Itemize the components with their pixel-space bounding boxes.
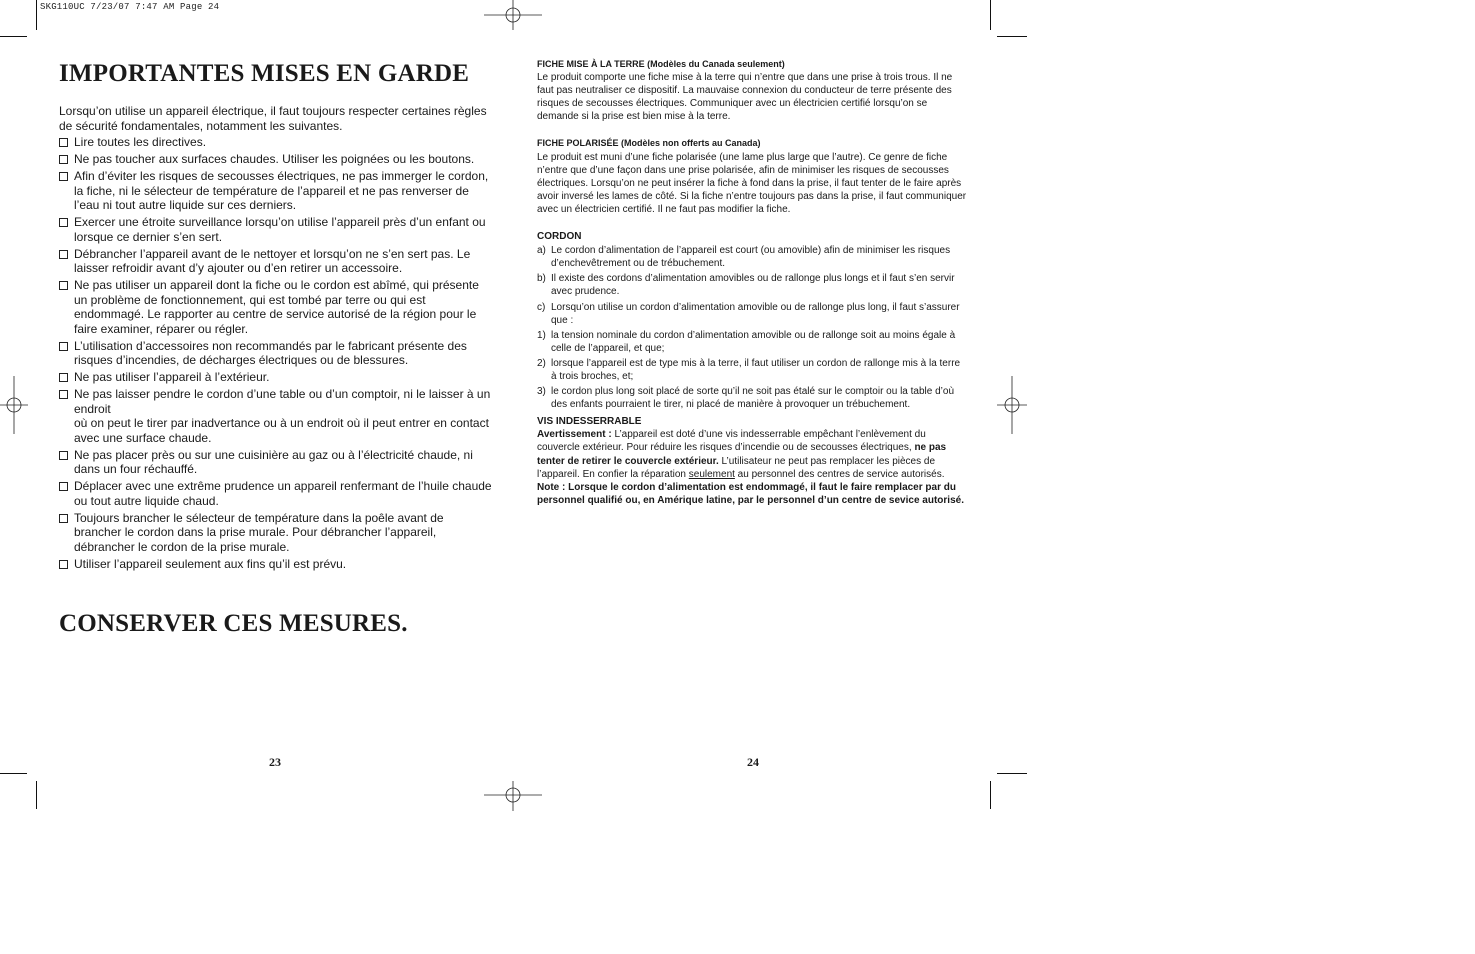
list-item: Ne pas laisser pendre le cordon d’une table ou d’un comptoir, ni le laisser à un endroit où on peut le tirer par inadvertance ou à un endroit où il peut entrer en contact avec une surface chaude. [59,387,494,445]
page-number-left: 23 [269,755,281,769]
checkbox-icon [59,138,68,147]
page-title: IMPORTANTES MISES EN GARDE [59,60,470,87]
crop-mark [0,773,27,774]
tamper-screw-section [537,415,967,480]
intro-text: Lorsqu’on utilise un appareil électrique, il faut toujours respecter certaines règles de sécurité fondamentales, notamment les suivantes. [59,104,487,133]
polarized-plug-section [537,137,967,216]
list-item: Déplacer avec une extrême prudence un appareil renfermant de l’huile chaude ou tout autre liquide chaud. [59,479,494,508]
checkbox-icon [59,281,68,290]
registration-mark-icon [484,0,542,30]
cord-section [537,230,967,411]
checkbox-icon [59,451,68,460]
list-item: c) Lorsqu’on utilise un cordon d’alimentation amovible ou de rallonge plus long, il faut s’assurer que : [537,301,960,326]
list-item: Afin d’éviter les risques de secousses électriques, ne pas immerger le cordon, la fiche, ni le sélecteur de température de l’appareil et ne pas renverser de l’eau ni tout autre liquide sur ces derniers. [59,169,494,213]
cord-list [537,244,967,411]
crop-mark [36,781,37,809]
list-item: Ne pas toucher aux surfaces chaudes. Utiliser les poignées ou les boutons. [59,152,494,167]
section-text: Avertissement : L’appareil est doté d’une vis indesserrable empêchant l’enlèvement du couvercle extérieur. Pour réduire les risques d’incendie ou de secousses électriques, ne pas tenter de retirer le couvercle extérieur. L’utilisateur ne peut pas remplacer les pièces de l’appareil. En confier la réparation seulement au personnel des centres de service autorisés. [537,429,947,480]
checkbox-icon [59,373,68,382]
checkbox-icon [59,155,68,164]
registration-mark-icon [997,376,1027,434]
list-item: Ne pas placer près ou sur une cuisinière au gaz ou à l’électricité chaude, ni dans un four réchauffé. [59,448,494,477]
checkbox-icon [59,560,68,569]
list-item: Utiliser l’appareil seulement aux fins qu’il est prévu. [59,557,494,572]
list-item: a) Le cordon d’alimentation de l’appareil est court (ou amovible) afin de minimiser les risques d’enchevêtrement ou de trébuchement. [537,245,951,270]
list-item: 1) la tension nominale du cordon d’alimentation amovible ou de rallonge soit au moins égale à celle de l’appareil, et que; [537,329,956,354]
crop-mark [0,36,27,37]
section-heading: FICHE MISE À LA TERRE (Modèles du Canada seulement) [537,59,785,69]
crop-mark [990,781,991,809]
checkbox-icon [59,514,68,523]
checkbox-icon [59,390,68,399]
registration-mark-icon [0,376,28,434]
page-number-right: 24 [747,755,759,769]
registration-mark-icon [484,781,542,811]
section-text: Le produit est muni d’une fiche polarisée (une lame plus large que l’autre). Ce genre de fiche n’entre que d’une façon dans une prise polarisée, afin de minimiser les risques de secousses électriques. Lorsqu’on ne peut insérer la fiche à fond dans la prise, il faut tenter de le faire après avoir inversé les lames de côté. Si la fiche n’entre toujours pas dans la prise, il faut communiquer avec un électricien certifié. Il ne faut pas modifier la fiche. [537,151,967,215]
crop-mark [997,36,1027,37]
list-item-continuation: où on peut le tirer par inadvertance ou à un endroit où il peut entrer en contact avec une surface chaude. [74,416,489,445]
section-heading: FICHE POLARISÉE (Modèles non offerts au Canada) [537,138,761,149]
checkbox-icon [59,342,68,351]
checkbox-icon [59,218,68,227]
right-page [537,58,967,507]
list-item: Exercer une étroite surveillance lorsqu’on utilise l’appareil près d’un enfant ou lorsque ce dernier s’en sert. [59,215,494,244]
left-page [59,60,494,574]
list-item: 2) lorsque l’appareil est de type mis à la terre, il faut utiliser un cordon de rallonge mis à la terre à trois broches, et; [537,357,961,382]
grounded-plug-section [537,58,967,123]
list-item: Ne pas utiliser l’appareil à l’extérieur. [59,370,494,385]
safety-list [59,135,494,571]
cord-damage-note: Note : Lorsque le cordon d’alimentation est endommagé, il faut le faire remplacer par du personnel qualifié ou, en Amérique latine, par le personnel d’un centre de sevice autorisé. [537,481,964,506]
checkbox-icon [59,250,68,259]
checkbox-icon [59,172,68,181]
crop-mark [997,773,1027,774]
checkbox-icon [59,482,68,491]
list-item: Lire toutes les directives. [59,135,494,150]
list-item: Débrancher l’appareil avant de le nettoyer et lorsqu’on ne s’en sert pas. Le laisser refroidir avant d’y ajouter ou d’en retirer un accessoire. [59,247,494,276]
section-heading: VIS INDESSERRABLE [537,416,642,428]
section-heading: CORDON [537,231,582,243]
list-item: 3) le cordon plus long soit placé de sorte qu’il ne soit pas étalé sur le comptoir ou la table d’où des enfants pourraient le tirer, ni placé de manière à provoquer un trébuchement. [537,386,955,411]
list-item: Toujours brancher le sélecteur de température dans la poêle avant de brancher le cordon dans la prise murale. Pour débrancher l’appareil, débrancher le cordon de la prise murale. [59,511,494,555]
list-item: L’utilisation d’accessoires non recommandés par le fabricant présente des risques d’incendies, de décharges électriques ou de blessures. [59,339,494,368]
list-item: b) Il existe des cordons d’alimentation amovibles ou de rallonge plus longs et il faut s’en servir avec prudence. [537,273,955,298]
crop-mark [990,0,991,30]
list-item: Ne pas utiliser un appareil dont la fiche ou le cordon est abîmé, qui présente un problème de fonctionnement, qui est tombé par terre ou qui est endommagé. Le rapporter au centre de service autorisé de la région pour le faire examiner, réparer ou régler. [59,278,494,336]
print-slug: SKG110UC 7/23/07 7:47 AM Page 24 [40,2,220,12]
crop-mark [36,0,37,30]
section-text: Le produit comporte une fiche mise à la terre qui n’entre que dans une prise à trois trous. Il ne faut pas neutraliser ce dispositif. La mauvaise connexion du conducteur de terre présente des risques de secousses électriques. Communiquer avec un électricien certifié lorsqu’on se demande si la prise est bien mise à la terre. [537,72,953,123]
save-instructions-heading: CONSERVER CES MESURES. [59,610,408,637]
